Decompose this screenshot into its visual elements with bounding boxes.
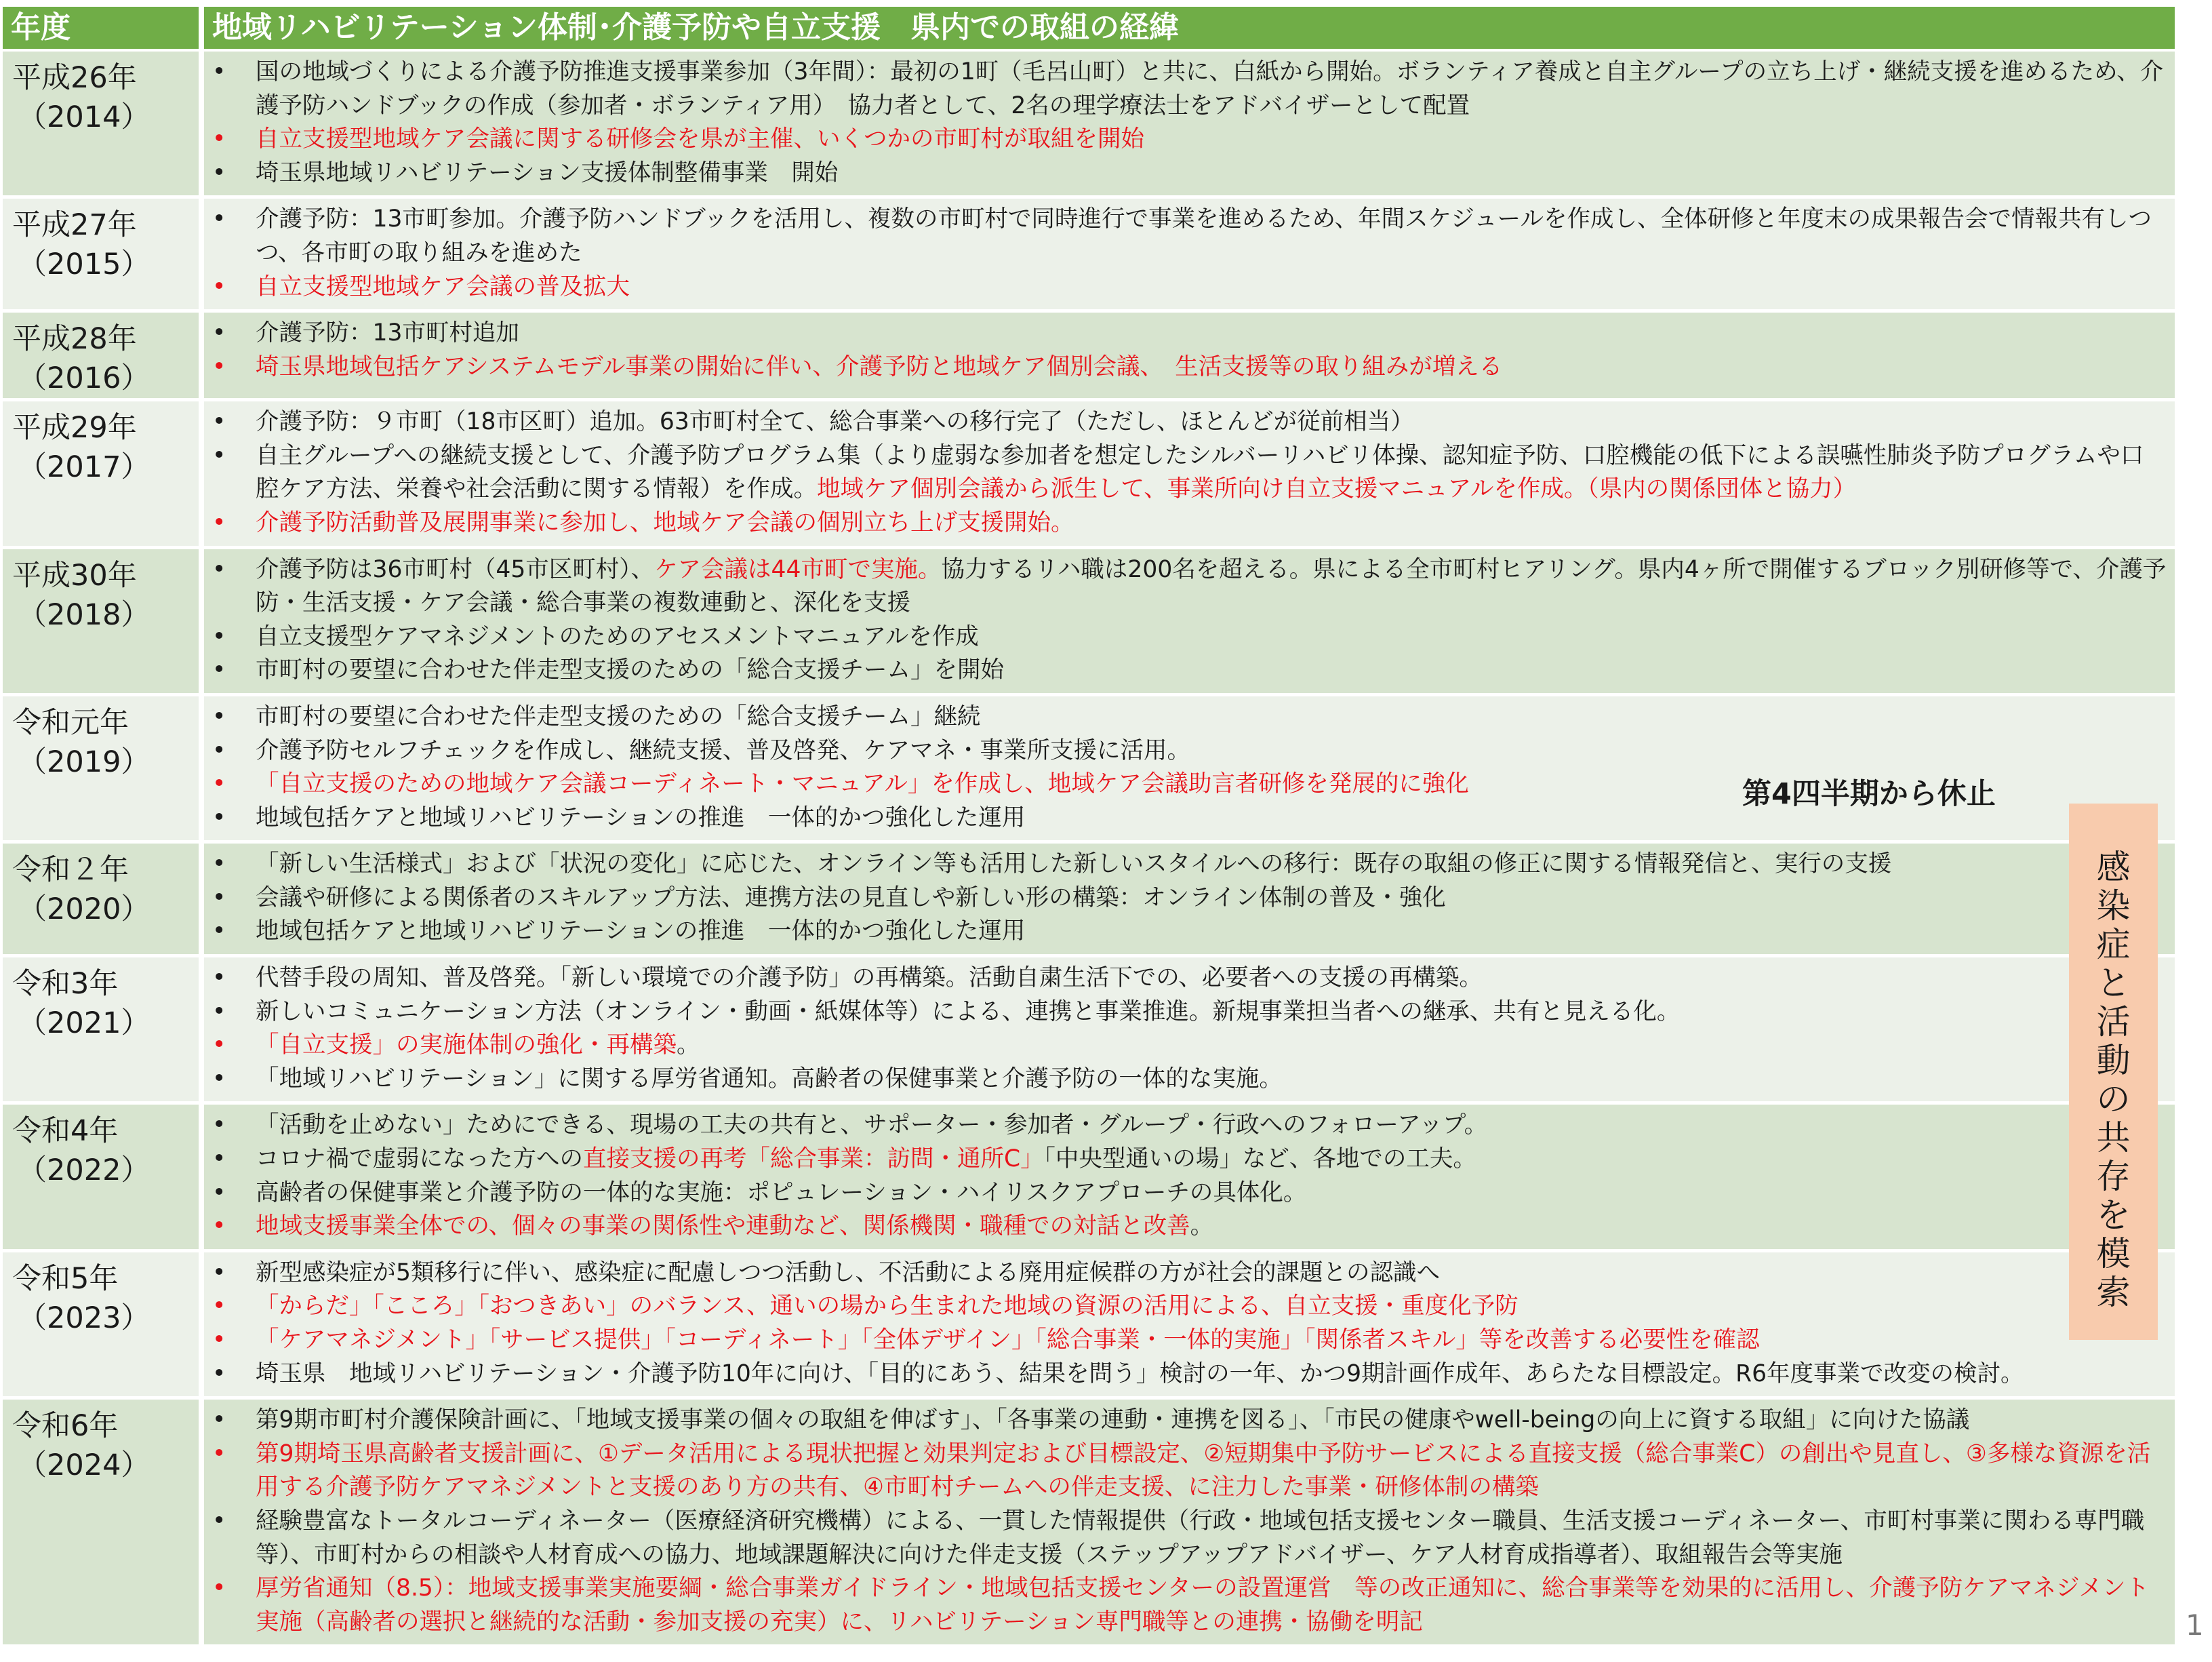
item-text: 市町村の要望に合わせた伴走型支援のための「総合支援チーム」継続 <box>256 703 981 730</box>
bullet-item <box>204 1505 2167 1572</box>
item-text: 「新しい生活様式」および「状況の変化」に応じた、オンライン等も活用した新しいスタイルへの移行：既存の取組の修正に関する情報発信と、実行の支援 <box>256 850 1892 878</box>
bullet-list <box>204 1400 2175 1644</box>
bullet-list <box>204 957 2175 1101</box>
bullet-item <box>204 405 2167 439</box>
item-text-after: 。 <box>1190 1212 1214 1240</box>
bullet-item <box>204 620 2167 654</box>
year-cell <box>3 50 201 197</box>
bullet-item <box>204 56 2167 123</box>
table-row <box>3 956 2175 1103</box>
item-text: 自主グループへの継続支援として、介護予防プログラム集（より虚弱な参加者を想定したシルバーリハビリ体操、認知症予防、口腔機能の低下による誤嚥性肺炎予防プログラムや口腔ケア方法、栄養や社会活動に関する情報）を作成。 <box>256 441 2144 503</box>
year-label: （2023） <box>18 1301 150 1335</box>
year-cell <box>3 311 201 400</box>
bullet-item <box>204 123 2167 157</box>
era-label: 平成28年 <box>12 322 137 357</box>
year-label: （2018） <box>18 597 150 632</box>
content-cell <box>201 842 2175 956</box>
vertical-label-char: 染 <box>2096 886 2131 926</box>
era-label: 令和4年 <box>12 1114 119 1149</box>
table-row <box>3 842 2175 956</box>
vertical-label-char: 模 <box>2096 1234 2131 1273</box>
covid-coexistence-box <box>2069 804 2158 1340</box>
bullet-list <box>204 696 2175 840</box>
vertical-label-char: と <box>2096 964 2131 1003</box>
vertical-label-char: 活 <box>2096 1002 2131 1042</box>
bullet-item <box>204 915 2167 949</box>
year-cell <box>3 1398 201 1646</box>
item-text: 経験豊富なトータルコーディネーター（医療経済研究機構）による、一貫した情報提供（行政・地域包括支援センター職員、生活支援コーディネーター、市町村事業に関わる専門職等）、市町村からの相談や人材育成への協力、地域課題解決に向けた伴走支援（ステップアップアドバイザー、ケア人材育成指導者）、取組報告会等実施 <box>256 1507 2145 1568</box>
bullet-item <box>204 1063 2167 1096</box>
vertical-label-char: を <box>2096 1195 2131 1235</box>
year-label: （2022） <box>18 1153 150 1188</box>
era-label: 平成26年 <box>12 61 137 95</box>
year-label: （2014） <box>18 100 150 134</box>
item-text: 埼玉県 地域リハビリテーション・介護予防10年に向け、「目的にあう、結果を問う」検討の一年、かつ9期計画作成年、あらたな目標設定。R6年度事業で改変の検討。 <box>256 1360 2024 1387</box>
content-cell <box>201 694 2175 842</box>
bullet-list <box>204 1252 2175 1396</box>
table-header-row <box>3 7 2175 50</box>
bullet-list <box>204 313 2175 389</box>
item-text: 「活動を止めない」ためにできる、現場の工夫の共有と、サポーター・参加者・グループ・行政へのフォローアップ。 <box>256 1111 1488 1139</box>
vertical-label-char: 感 <box>2096 848 2131 887</box>
bullet-item <box>204 654 2167 688</box>
bullet-item <box>204 553 2167 620</box>
table-row <box>3 197 2175 311</box>
content-cell <box>201 50 2175 197</box>
year-cell <box>3 694 201 842</box>
item-text: 「ケアマネジメント」「サービス提供」「コーディネート」「全体デザイン」「総合事業・一体的実施」「関係者スキル」等を改善する必要性を確認 <box>256 1326 1760 1353</box>
bullet-item <box>204 157 2167 191</box>
era-label: 令和3年 <box>12 967 119 1002</box>
item-text: 「地域リハビリテーション」に関する厚労省通知。高齢者の保健事業と介護予防の一体的な実施。 <box>256 1065 1283 1092</box>
table-row <box>3 1398 2175 1646</box>
item-text: 代替手段の周知、普及啓発。「新しい環境での介護予防」の再構築。活動自粛生活下での、必要者への支援の再構築。 <box>256 964 1483 992</box>
bullet-item <box>204 1176 2167 1210</box>
item-text: 介護予防：13市町村追加 <box>256 319 519 347</box>
table-row <box>3 50 2175 197</box>
year-cell <box>3 400 201 547</box>
bullet-item <box>204 1358 2167 1391</box>
content-cell <box>201 400 2175 547</box>
era-label: 令和元年 <box>12 705 129 740</box>
item-text-after: 。 <box>677 1031 700 1059</box>
era-label: 平成27年 <box>12 208 137 243</box>
era-label: 令和5年 <box>12 1261 119 1296</box>
content-cell <box>201 547 2175 694</box>
bullet-list <box>204 52 2175 195</box>
bullet-item <box>204 1210 2167 1244</box>
year-cell <box>3 956 201 1103</box>
item-text: 地域包括ケアと地域リハビリテーションの推進 一体的かつ強化した運用 <box>256 917 1026 945</box>
year-label: （2024） <box>18 1448 150 1483</box>
timeline-table <box>3 7 2175 1648</box>
bullet-item <box>204 962 2167 995</box>
item-text-after: 協力するリハ職は200名を超える。県による全市町村ヒアリング。県内4ヶ所で開催するブロック別研修等で、介護予防・生活支援・ケア会議・総合事業の複数連動と、深化を支援 <box>256 555 2167 617</box>
bullet-item <box>204 848 2167 882</box>
content-cell <box>201 1250 2175 1398</box>
item-text: 第9期埼玉県高齢者支援計画に、①データ活用による現状把握と効果判定および目標設定、②短期集中予防サービスによる直接支援（総合事業C）の創出や見直し、③多様な資源を活用する介護予防ケアマネジメントと支援のあり方の共有、④市町村チームへの伴走支援、に注力した事業・研修体制の構築 <box>256 1440 2151 1501</box>
era-label: 平成30年 <box>12 558 137 593</box>
item-text: 介護予防セルフチェックを作成し、継続支援、普及啓発、ケアマネ・事業所支援に活用。 <box>256 736 1190 764</box>
bullet-item <box>204 271 2167 304</box>
vertical-label-char: 動 <box>2096 1041 2131 1080</box>
bullet-item <box>204 1143 2167 1176</box>
item-text: 自立支援型地域ケア会議に関する研修会を県が主催、いくつかの市町村が取組を開始 <box>256 125 1144 153</box>
item-text: 「自立支援のための地域ケア会議コーディネート・マニュアル」を作成し、地域ケア会議助言者研修を発展的に強化 <box>256 770 1469 798</box>
vertical-label-char: 索 <box>2096 1273 2131 1312</box>
bullet-item <box>204 1029 2167 1063</box>
year-cell <box>3 547 201 694</box>
bullet-item <box>204 317 2167 351</box>
bullet-item <box>204 734 2167 768</box>
content-cell <box>201 197 2175 311</box>
item-text-highlight: 直接支援の再考「総合事業：訪問・通所C」 <box>583 1145 1044 1173</box>
item-text-highlight: 地域ケア個別会議から派生して、事業所向け自立支援マニュアルを作成。（県内の関係団体と協力） <box>817 475 1857 503</box>
year-label: （2017） <box>18 450 150 485</box>
bullet-list <box>204 1105 2175 1248</box>
year-cell <box>3 197 201 311</box>
header-title: 地域リハビリテーション体制･介護予防や自立支援 県内での取組の経緯 <box>201 7 2175 50</box>
vertical-label-char: 症 <box>2096 925 2131 964</box>
item-text: コロナ禍で虚弱になった方への <box>256 1145 583 1173</box>
year-label: （2015） <box>18 248 150 282</box>
era-label: 令和２年 <box>12 853 129 888</box>
bullet-item <box>204 1109 2167 1143</box>
year-label: （2019） <box>18 745 150 779</box>
item-text: 新型感染症が5類移行に伴い、感染症に配慮しつつ活動し、不活動による廃用症候群の方が社会的課題との認識へ <box>256 1259 1440 1286</box>
table-row <box>3 1250 2175 1398</box>
table-row <box>3 1103 2175 1250</box>
item-text: 介護予防：13市町参加。介護予防ハンドブックを活用し、複数の市町村で同時進行で事業を進めるため、年間スケジュールを作成し、全体研修と年度末の成果報告会で情報共有しつつ、各市町の取り組みを進めた <box>256 205 2152 266</box>
bullet-list <box>204 844 2175 954</box>
bullet-item <box>204 1324 2167 1358</box>
item-text: 市町村の要望に合わせた伴走型支援のための「総合支援チーム」を開始 <box>256 656 1004 684</box>
year-cell <box>3 842 201 956</box>
suspension-note: 第4四半期から休止 <box>1742 777 1996 811</box>
bullet-item <box>204 203 2167 270</box>
item-text: 国の地域づくりによる介護予防推進支援事業参加（3年間）：最初の1町（毛呂山町）と共に、白紙から開始。ボランティア養成と自主グループの立ち上げ・継続支援を進めるため、介護予防ハンドブックの作成（参加者・ボランティア用） 協力者として、2名の理学療法士をアドバイザーとして配置 <box>256 58 2164 119</box>
bullet-item <box>204 882 2167 915</box>
bullet-item <box>204 507 2167 540</box>
bullet-item <box>204 1404 2167 1438</box>
item-text: 介護予防は36市町村（45市区町村）、 <box>256 555 655 583</box>
content-cell <box>201 1103 2175 1250</box>
table-row <box>3 694 2175 842</box>
table-row <box>3 400 2175 547</box>
bullet-list <box>204 549 2175 693</box>
bullet-item <box>204 1257 2167 1290</box>
item-text: 埼玉県地域リハビリテーション支援体制整備事業 開始 <box>256 159 839 186</box>
year-label: （2021） <box>18 1006 150 1041</box>
bullet-item <box>204 351 2167 384</box>
bullet-item <box>204 1438 2167 1505</box>
content-cell <box>201 956 2175 1103</box>
year-cell <box>3 1250 201 1398</box>
era-label: 平成29年 <box>12 411 137 446</box>
bullet-list <box>204 401 2175 545</box>
item-text: 介護予防：９市町（18市区町）追加。63市町村全て、総合事業への移行完了（ただし、ほとんどが従前相当） <box>256 408 1414 436</box>
bullet-list <box>204 199 2175 309</box>
content-cell <box>201 1398 2175 1646</box>
item-text-after: 「中央型通いの場」など、各地での工夫。 <box>1043 1145 1476 1173</box>
item-text: 新しいコミュニケーション方法（オンライン・動画・紙媒体等）による、連携と事業推進。新規事業担当者への継承、共有と見える化。 <box>256 997 1681 1025</box>
content-cell <box>201 311 2175 400</box>
year-label: （2016） <box>18 361 150 396</box>
bullet-item <box>204 439 2167 507</box>
vertical-label-char: 共 <box>2096 1118 2131 1158</box>
item-text: 第9期市町村介護保険計画に、「地域支援事業の個々の取組を伸ばす」、「各事業の連動・連携を図る」、「市民の健康やwell-beingの向上に資する取組」に向けた協議 <box>256 1406 1970 1434</box>
item-text: 埼玉県地域包括ケアシステムモデル事業の開始に伴い、介護予防と地域ケア個別会議、 生活支援等の取り組みが増える <box>256 353 1503 380</box>
bullet-item <box>204 1572 2167 1639</box>
table-row <box>3 311 2175 400</box>
item-text: 地域包括ケアと地域リハビリテーションの推進 一体的かつ強化した運用 <box>256 804 1026 831</box>
item-text: 自立支援型ケアマネジメントのためのアセスメントマニュアルを作成 <box>256 622 979 650</box>
item-text: 高齢者の保健事業と介護予防の一体的な実施：ポピュレーション・ハイリスクアプローチの具体化。 <box>256 1179 1307 1206</box>
item-text: 「自立支援」の実施体制の強化・再構築 <box>256 1031 677 1059</box>
item-text: 会議や研修による関係者のスキルアップ方法、連携方法の見直しや新しい形の構築：オンライン体制の普及・強化 <box>256 884 1446 911</box>
year-label: （2020） <box>18 892 150 927</box>
year-cell <box>3 1103 201 1250</box>
bullet-item <box>204 700 2167 734</box>
vertical-label-char: の <box>2096 1080 2131 1119</box>
header-year: 年度 <box>3 7 201 50</box>
table-row <box>3 547 2175 694</box>
item-text: 地域支援事業全体での、個々の事業の関係性や連動など、関係機関・職種での対話と改善 <box>256 1212 1190 1240</box>
item-text: 厚労省通知（8.5）：地域支援事業実施要綱・総合事業ガイドライン・地域包括支援センターの設置運営 等の改正通知に、総合事業等を効果的に活用し、介護予防ケアマネジメント実施（高齢者の選択と継続的な活動・参加支援の充実）に、リハビリテーション専門職等との連携・協働を明記 <box>256 1575 2150 1636</box>
bullet-item <box>204 1290 2167 1324</box>
bullet-item <box>204 995 2167 1029</box>
item-text: 介護予防活動普及展開事業に参加し、地域ケア会議の個別立ち上げ支援開始。 <box>256 509 1074 536</box>
vertical-label-char: 存 <box>2096 1157 2131 1196</box>
item-text: 「からだ」「こころ」「おつきあい」のバランス、通いの場から生まれた地域の資源の活用による、自立支援・重度化予防 <box>256 1292 1519 1320</box>
item-text-highlight: ケア会議は44市町で実施。 <box>654 555 942 583</box>
page-number: 1 <box>2186 1608 2204 1642</box>
item-text: 自立支援型地域ケア会議の普及拡大 <box>256 273 630 300</box>
era-label: 令和6年 <box>12 1409 119 1444</box>
